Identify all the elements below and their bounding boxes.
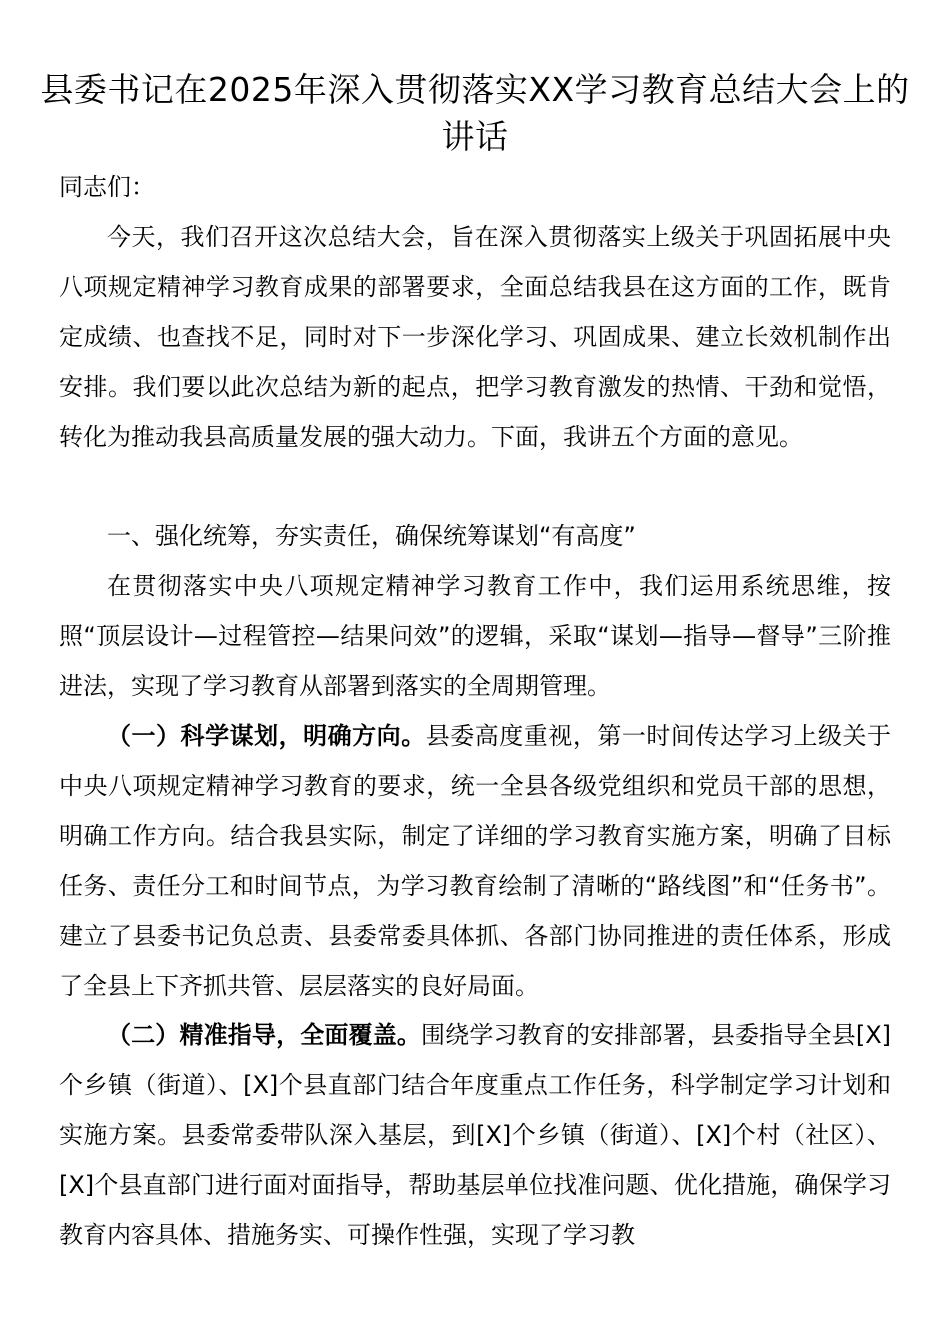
intro-paragraph: 今天，我们召开这次总结大会，旨在深入贯彻落实上级关于巩固拓展中央八项规定精神学习教育成果的部署要求，全面总结我县在这方面的工作，既肯定成绩、也查找不足，同时对下一步深化学习、巩固成果、建立长效机制作出安排。我们要以此次总结为新的起点，把学习教育激发的热情、干劲和觉悟，转化为推动我县高质量发展的强大动力。下面，我讲五个方面的意见。 (59, 223, 891, 451)
document-title: 县委书记在2025年深入贯彻落实XX学习教育总结大会上的讲话 (40, 70, 910, 156)
item-body-2: 围绕学习教育的安排部署，县委指导全县[X]个乡镇（街道）、[X]个县直部门结合年度重点工作任务，科学制定学习计划和实施方案。县委常委带队深入基层，到[X]个乡镇（街道）、[X]个村（社区）、[X]个县直部门进行面对面指导，帮助基层单位找准问题、优化措施，确保学习教育内容具体、措施务实、可操作性强，实现了学习教 (59, 1021, 892, 1249)
item-paragraph-1 (59, 712, 891, 1011)
item-lead-1: （一）科学谋划，明确方向。 (107, 722, 426, 750)
section-intro-paragraph: 在贯彻落实中央八项规定精神学习教育工作中，我们运用系统思维，按照“顶层设计—过程管控—结果问效”的逻辑，采取“谋划—指导—督导”三阶推进法，实现了学习教育从部署到落实的全周期管理。 (59, 572, 891, 700)
salutation: 同志们： (59, 173, 155, 201)
section-heading: 一、强化统筹，夯实责任，确保统筹谋划“有高度” (107, 522, 636, 550)
item-paragraph-2 (59, 1011, 891, 1261)
item-lead-2: （二）精准指导，全面覆盖。 (107, 1021, 422, 1049)
item-body-1: 县委高度重视，第一时间传达学习上级关于中央八项规定精神学习教育的要求，统一全县各级党组织和党员干部的思想，明确工作方向。结合我县实际，制定了详细的学习教育实施方案，明确了目标任务、责任分工和时间节点，为学习教育绘制了清晰的“路线图”和“任务书”。建立了县委书记负总责、县委常委具体抓、各部门协同推进的责任体系，形成了全县上下齐抓共管、层层落实的良好局面。 (59, 722, 892, 1000)
